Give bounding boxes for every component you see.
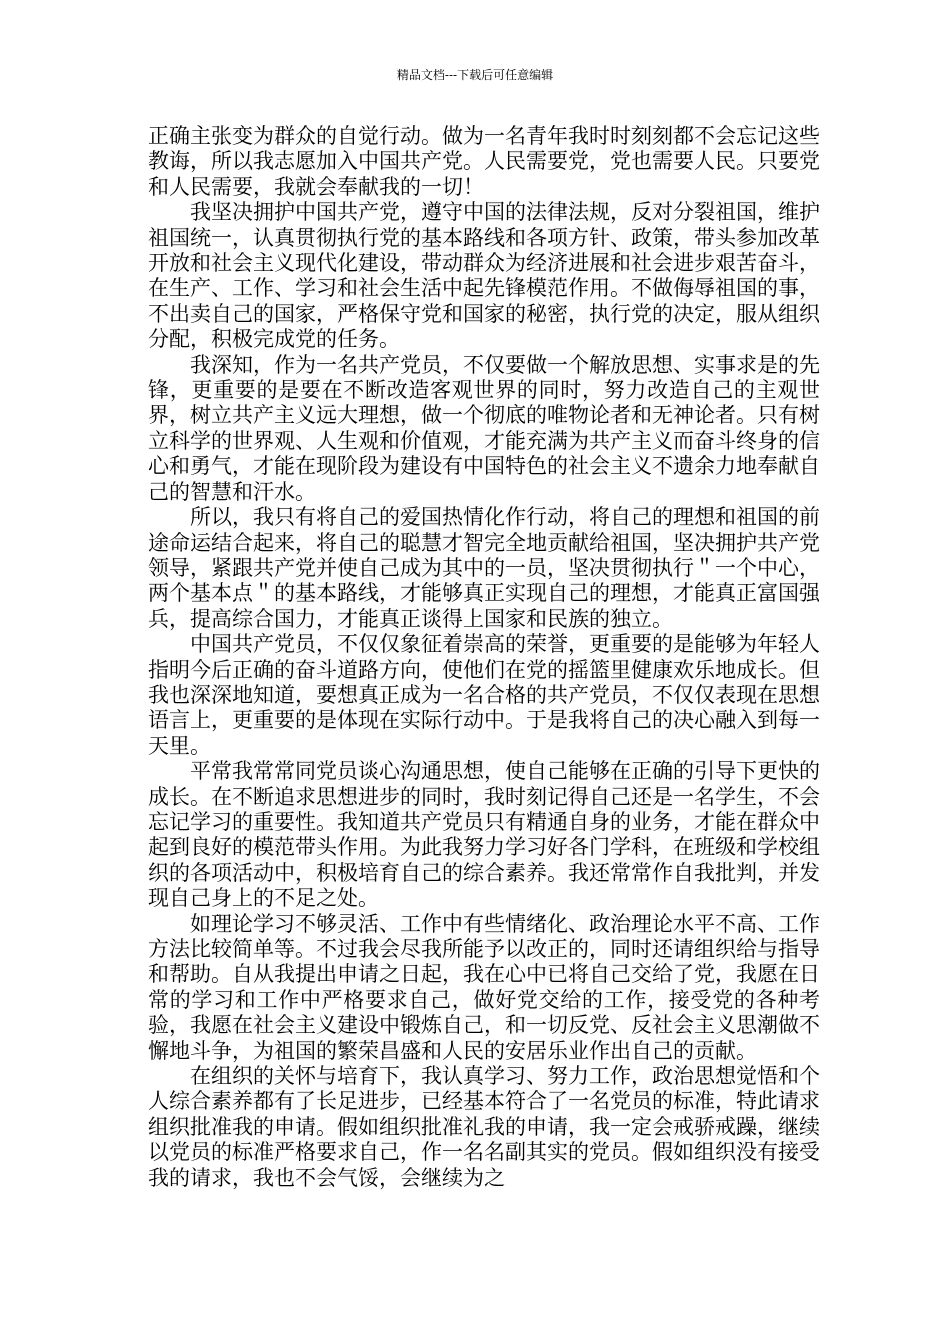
paragraph: 我坚决拥护中国共产党，遵守中国的法律法规，反对分裂祖国，维护祖国统一，认真贯彻执行党的基本路线和各项方针、政策，带头参加改革开放和社会主义现代化建设，带动群众为经济进展和社会进步艰苦奋斗，在生产、工作、学习和社会生活中起先锋模范作用。不做侮辱祖国的事，不出卖自己的国家，严格保守党和国家的秘密，执行党的决定，服从组织分配，积极完成党的任务。: [148, 200, 820, 352]
document-body: [148, 124, 820, 1191]
paragraph: 在组织的关怀与培育下，我认真学习、努力工作，政治思想觉悟和个人综合素养都有了长足进步，已经基本符合了一名党员的标准，特此请求组织批准我的申请。假如组织批准礼我的申请，我一定会戒骄戒躁，继续以党员的标准严格要求自己，作一名名副其实的党员。假如组织没有接受我的请求，我也不会气馁，会继续为之: [148, 1064, 820, 1190]
paragraph: 平常我常常同党员谈心沟通思想，使自己能够在正确的引导下更快的成长。在不断追求思想进步的同时，我时刻记得自己还是一名学生，不会忘记学习的重要性。我知道共产党员只有精通自身的业务，才能在群众中起到良好的模范带头作用。为此我努力学习好各门学科，在班级和学校组织的各项活动中，积极培育自己的综合素养。我还常常作自我批判，并发现自己身上的不足之处。: [148, 759, 820, 911]
paragraph-continuation: 正确主张变为群众的自觉行动。做为一名青年我时时刻刻都不会忘记这些教诲，所以我志愿加入中国共产党。人民需要党，党也需要人民。只要党和人民需要，我就会奉献我的一切！: [148, 124, 820, 199]
page-header: 精品文档---下载后可任意编辑: [396, 68, 554, 82]
paragraph: 所以，我只有将自己的爱国热情化作行动，将自己的理想和祖国的前途命运结合起来，将自己的聪慧才智完全地贡献给祖国，坚决拥护共产党领导，紧跟共产党并使自己成为其中的一员，坚决贯彻执行＂一个中心，两个基本点＂的基本路线，才能够真正实现自己的理想，才能真正富国强兵，提高综合国力，才能真正谈得上国家和民族的独立。: [148, 505, 820, 631]
paragraph: 我深知，作为一名共产党员，不仅要做一个解放思想、实事求是的先锋，更重要的是要在不断改造客观世界的同时，努力改造自己的主观世界，树立共产主义远大理想，做一个彻底的唯物论者和无神论者。只有树立科学的世界观、人生观和价值观，才能充满为共产主义而奋斗终身的信心和勇气，才能在现阶段为建设有中国特色的社会主义不遗余力地奉献自己的智慧和汗水。: [148, 352, 820, 504]
paragraph: 中国共产党员，不仅仅象征着崇高的荣誉，更重要的是能够为年轻人指明今后正确的奋斗道路方向，使他们在党的摇篮里健康欢乐地成长。但我也深深地知道，要想真正成为一名合格的共产党员，不仅仅表现在思想语言上，更重要的是体现在实际行动中。于是我将自己的决心融入到每一天里。: [148, 632, 820, 758]
paragraph: 如理论学习不够灵活、工作中有些情绪化、政治理论水平不高、工作方法比较简单等。不过我会尽我所能予以改正的，同时还请组织给与指导和帮助。自从我提出申请之日起，我在心中已将自己交给了党，我愿在日常的学习和工作中严格要求自己，做好党交给的工作，接受党的各种考验，我愿在社会主义建设中锻炼自己，和一切反党、反社会主义思潮做不懈地斗争，为祖国的繁荣昌盛和人民的安居乐业作出自己的贡献。: [148, 911, 820, 1063]
